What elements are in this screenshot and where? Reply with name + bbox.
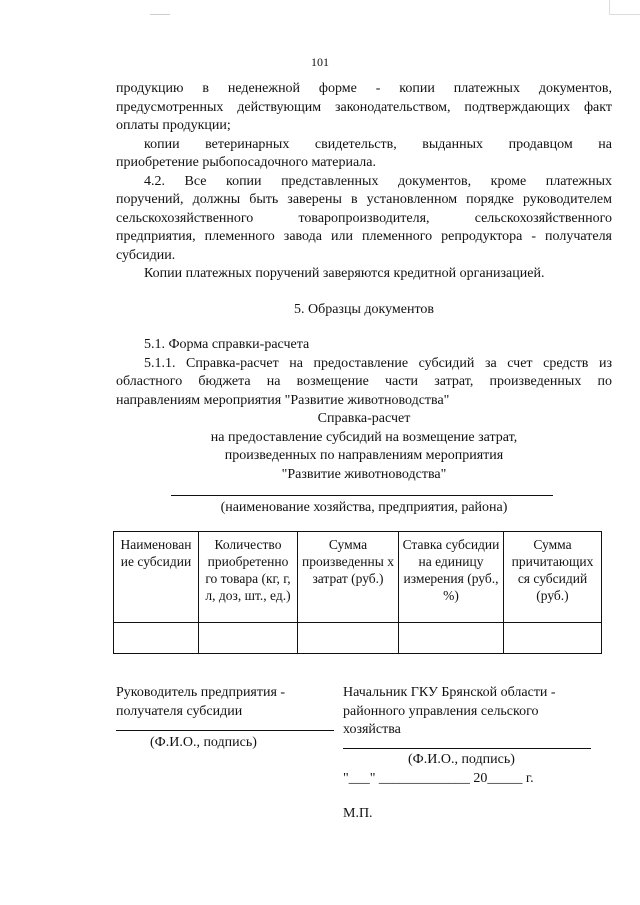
para3-line2: поручений, должны быть заверены в установленном порядке руководителем xyxy=(116,192,612,207)
sign-right-block xyxy=(343,684,556,740)
table-cell xyxy=(199,623,298,654)
table-row xyxy=(114,623,602,654)
table-cell xyxy=(298,623,399,654)
table-cell xyxy=(504,623,602,654)
page-number: 101 xyxy=(311,55,329,69)
sign-left-line xyxy=(116,730,334,731)
col-header-subsidy: Наименован ие субсидии xyxy=(114,532,199,623)
org-caption: (наименование хозяйства, предприятия, района) xyxy=(220,500,508,515)
sign-right-caption: (Ф.И.О., подпись) xyxy=(408,752,515,767)
sign-right-line2: районного управления сельского xyxy=(343,703,539,719)
col-header-quantity: Количество приобретенно го товара (кг, г, л, доз, шт., ед.) xyxy=(199,532,298,623)
table-header-row xyxy=(114,532,602,623)
para2-line1: копии ветеринарных свидетельств, выданных продавцом на xyxy=(144,136,612,152)
org-name-line xyxy=(171,495,553,496)
col-header-due: Сумма причитающих ся субсидий (руб.) xyxy=(504,532,602,623)
stamp-placeholder: М.П. xyxy=(343,806,373,821)
sign-left-block xyxy=(116,684,285,721)
subsidy-table xyxy=(113,531,602,654)
para1-line2: предусмотренных действующим законодательством, подтверждающих факт xyxy=(116,99,612,115)
sub11-line2: областного бюджета на возмещение части затрат, произведенных по xyxy=(116,374,612,389)
sub11-line1: 5.1.1. Справка-расчет на предоставление субсидий за счет средств из xyxy=(144,355,612,371)
date-line: "___" _____________ 20_____ г. xyxy=(343,771,534,786)
sign-right-line xyxy=(343,748,591,749)
form-title-line3: произведенных по направлениям мероприятия xyxy=(224,448,504,463)
table-cell xyxy=(114,623,199,654)
para4: Копии платежных поручений заверяются кредитной организацией. xyxy=(144,266,545,281)
para1-line1: продукцию в неденежной форме - копии платежных документов, xyxy=(116,81,612,96)
sign-left-line1: Руководитель предприятия - xyxy=(116,685,286,700)
subsection-5-1: 5.1. Форма справки-расчета xyxy=(144,337,310,352)
sub11-line3: направлениям мероприятия "Развитие животноводства" xyxy=(116,392,450,408)
form-title xyxy=(116,410,612,484)
sign-left-line2: получателя субсидии xyxy=(116,703,243,719)
sign-right-line1: Начальник ГКУ Брянской области - xyxy=(343,685,556,700)
section-title: 5. Образцы документов xyxy=(293,301,435,317)
para3-line1: 4.2. Все копии представленных документов, кроме платежных xyxy=(144,173,612,189)
sign-right-line3: хозяйства xyxy=(343,722,401,737)
para2-line2: приобретение рыбопосадочного материала. xyxy=(116,155,376,170)
form-title-line1: Справка-расчет xyxy=(317,411,411,426)
table-cell xyxy=(399,623,504,654)
scan-artifact xyxy=(150,14,170,15)
col-header-costs: Сумма произведенны х затрат (руб.) xyxy=(298,532,399,623)
form-title-line2: на предоставление субсидий на возмещение затрат, xyxy=(210,429,518,445)
body-text xyxy=(116,80,612,410)
para1-line3: оплаты продукции; xyxy=(116,118,231,133)
sign-left-caption: (Ф.И.О., подпись) xyxy=(150,735,257,750)
para3-line3: сельскохозяйственного товаропроизводителя, сельскохозяйственного xyxy=(116,210,612,226)
para3-line4: предприятия, племенного завода или племенного репродуктора - получателя xyxy=(116,229,612,244)
para3-line5: субсидии. xyxy=(116,247,176,263)
col-header-rate: Ставка субсидии на единицу измерения (руб., %) xyxy=(399,532,504,623)
scan-corner xyxy=(609,0,640,15)
form-title-line4: "Развитие животноводства" xyxy=(281,466,447,482)
